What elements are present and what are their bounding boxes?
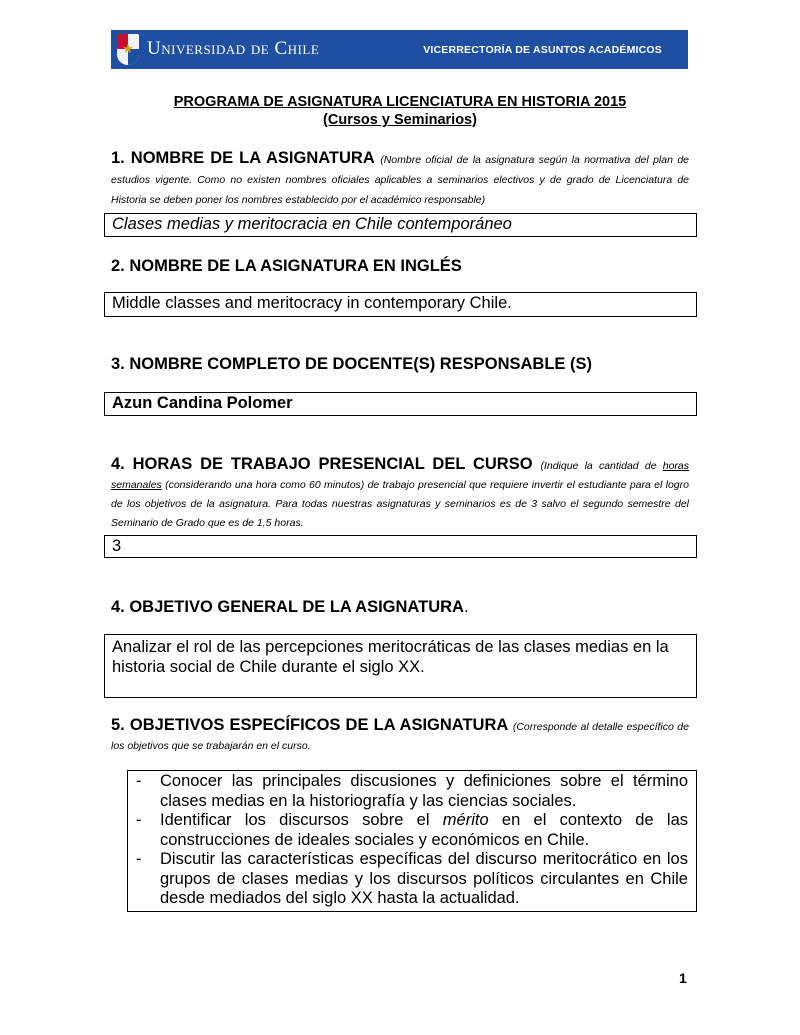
- page-number: 1: [679, 970, 687, 986]
- vicerrectoria-label: VICERRECTORÍA DE ASUNTOS ACADÉMICOS: [423, 44, 662, 56]
- section-6: [111, 717, 689, 755]
- list-item: - Conocer las principales discusiones y definiciones sobre el término clases medias en la historiografía y las ciencias sociales.: [136, 772, 688, 810]
- general-objective-box: Analizar el rol de las percepciones meritocráticas de las clases medias en la historia social de Chile durante el siglo XX.: [104, 634, 697, 698]
- section-6-heading: 5. OBJETIVOS ESPECÍFICOS DE LA ASIGNATURA: [111, 716, 508, 734]
- header-banner: [111, 30, 688, 69]
- section-2-heading: 2. NOMBRE DE LA ASIGNATURA EN INGLÉS: [111, 257, 462, 275]
- section-1: [111, 148, 689, 208]
- section-4: [111, 456, 689, 532]
- section-6-note: (Corresponde al detalle específico de los objetivos que se trabajarán en el curso.: [111, 721, 689, 752]
- university-seal-icon: ★: [117, 34, 139, 65]
- document-title: PROGRAMA DE ASIGNATURA LICENCIATURA EN HISTORIA 2015: [173, 94, 627, 110]
- university-name: Universidad de Chile: [147, 38, 320, 59]
- course-name-box: Clases medias y meritocracia en Chile contemporáneo: [104, 213, 697, 237]
- list-item: - Identificar los discursos sobre el mérito en el contexto de las construcciones de ideales sociales y económicos en Chile.: [136, 811, 689, 849]
- section-5-heading: 4. OBJETIVO GENERAL DE LA ASIGNATURA.: [111, 598, 469, 616]
- section-4-heading: 4. HORAS DE TRABAJO PRESENCIAL DEL CURSO: [111, 455, 533, 473]
- list-item: - Discutir las características específicas del discurso meritocrático en los grupos de clases medias y los discursos políticos circulantes en Chile desde mediados del siglo XX hasta la actualidad.: [136, 850, 688, 907]
- english-name-box: Middle classes and meritocracy in contemporary Chile.: [104, 292, 697, 317]
- section-3-heading: 3. NOMBRE COMPLETO DE DOCENTE(S) RESPONSABLE (S): [111, 355, 592, 373]
- hours-box: 3: [104, 535, 697, 558]
- section-1-note: (Nombre oficial de la asignatura según la normativa del plan de estudios vigente. Como no existen nombres oficiales aplicables a seminarios electivos y de grado de Licenciatura de Historia se deben poner los nombres establecido por el académico responsable): [111, 154, 690, 206]
- specific-objectives-box: [127, 770, 697, 912]
- section-1-heading: 1. NOMBRE DE LA ASIGNATURA: [111, 149, 375, 167]
- section-4-note: (Indique la cantidad de horas semanales (considerando una hora como 60 minutos) de trabajo presencial que requiere invertir el estudiante para el logro de los objetivos de la asignatura. Para todas nuestras asignaturas y seminarios es de 3 salvo el segundo semestre del Seminario de Grado que es de 1,5 horas.: [111, 460, 689, 529]
- document-subtitle: (Cursos y Seminarios): [323, 112, 477, 128]
- instructor-box: Azun Candina Polomer: [104, 392, 697, 416]
